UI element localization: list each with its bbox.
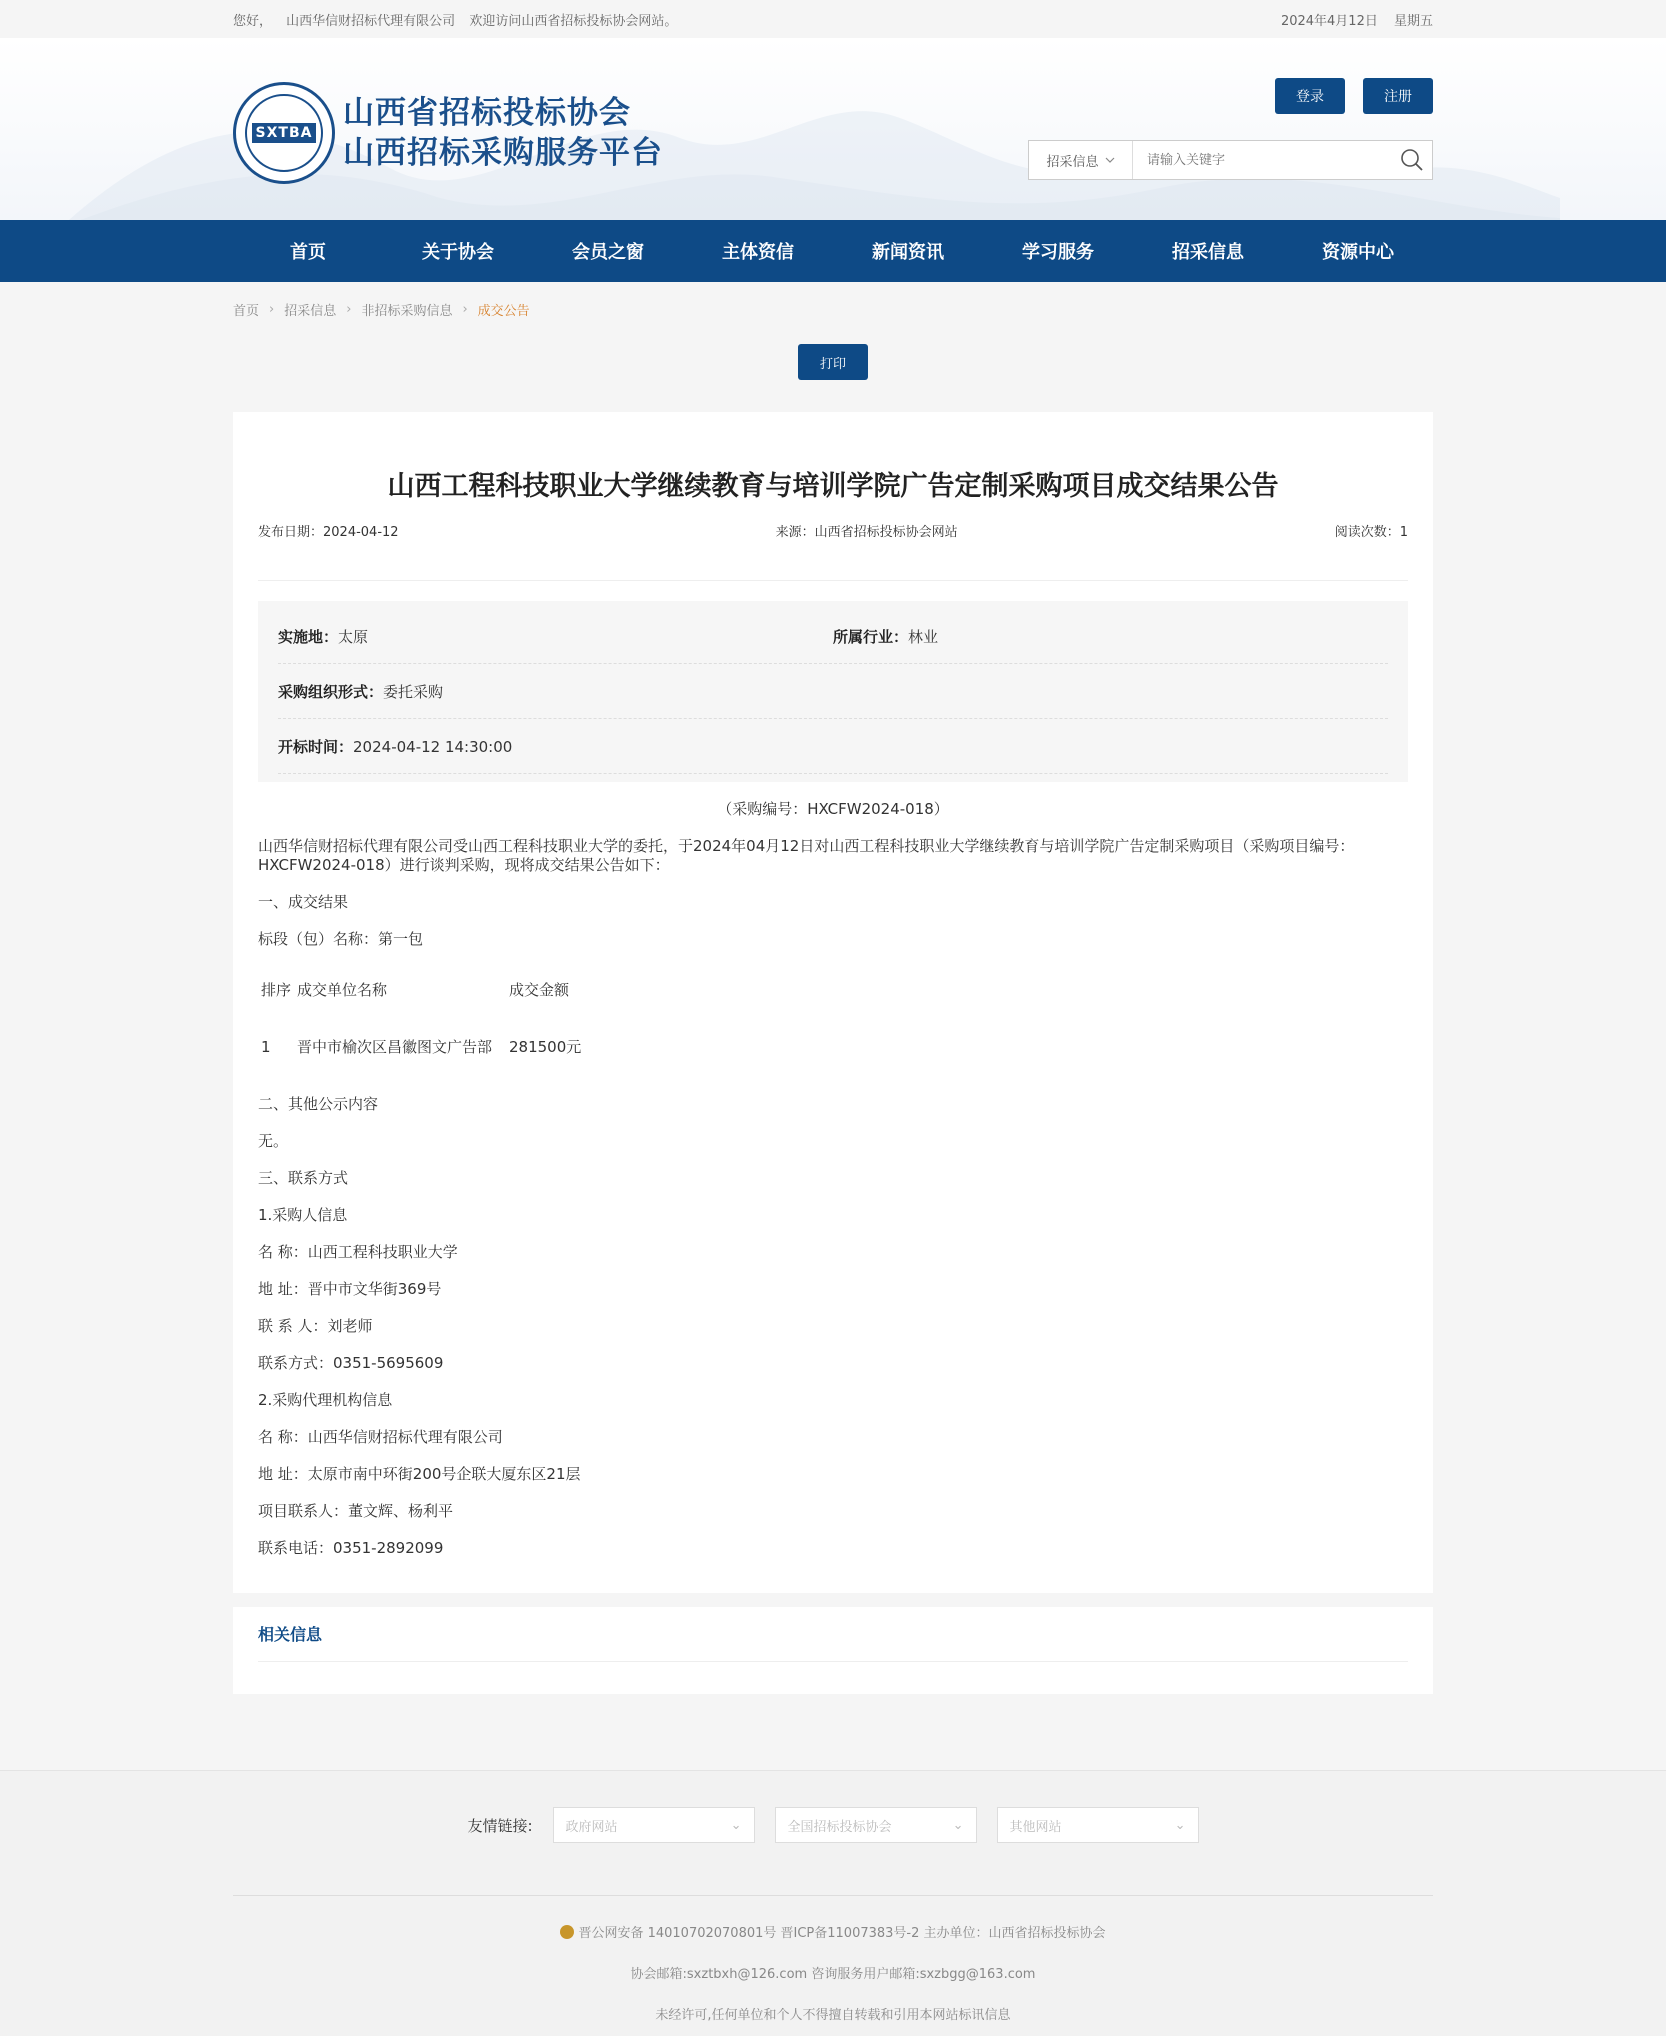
site-logo[interactable]	[233, 82, 663, 184]
publish-date	[258, 521, 399, 540]
place-field	[278, 626, 833, 647]
nav-item-news[interactable]: 新闻资讯	[872, 242, 944, 263]
friend-links-label: 友情链接:	[467, 1816, 533, 1835]
procurement-code: （采购编号：HXCFW2024-018）	[717, 800, 949, 818]
chevron-down-icon: ⌄	[952, 1817, 964, 1833]
association-seal-icon	[233, 82, 335, 184]
print-button[interactable]: 打印	[798, 344, 868, 380]
chevron-right-icon: ›	[346, 301, 352, 317]
related-info	[233, 1607, 1433, 1694]
breadcrumb	[233, 282, 1433, 336]
section-2-heading: 二、其他公示内容	[258, 1095, 379, 1113]
select-national-associations[interactable]	[775, 1807, 977, 1843]
login-button[interactable]: 登录	[1275, 78, 1345, 114]
agent-name: 名 称：山西华信财招标代理有限公司	[258, 1428, 503, 1446]
greeting: 您好，	[233, 13, 273, 29]
open-time-label: 开标时间：	[278, 737, 354, 756]
industry-field	[833, 626, 1388, 647]
top-bar	[0, 0, 1666, 38]
footer-email-line: 协会邮箱:sxztbxh@126.com 咨询服务用户邮箱:sxzbgg@163.com	[630, 1967, 1036, 1982]
section-1-heading: 一、成交结果	[258, 893, 349, 911]
view-count	[1335, 521, 1408, 540]
nav-item-about[interactable]: 关于协会	[422, 242, 494, 263]
main-nav	[0, 220, 1666, 282]
table-cell-rank: 1	[261, 1038, 271, 1056]
chevron-down-icon: ⌄	[730, 1817, 742, 1833]
welcome-text	[233, 10, 687, 29]
header-actions	[1028, 78, 1433, 180]
chevron-right-icon: ›	[269, 301, 275, 317]
agent-title: 2.采购代理机构信息	[258, 1391, 393, 1409]
table-header-rank: 排序	[261, 981, 292, 999]
friend-links	[0, 1807, 1666, 1843]
buyer-phone: 联系方式：0351-5695609	[258, 1354, 444, 1372]
weekday-text: 星期五	[1393, 13, 1433, 29]
org-form-label: 采购组织形式：	[278, 682, 384, 701]
footer-record-text: 晋公网安备 14010702070801号 晋ICP备11007383号-2 主办单位：山西省招标投标协会	[578, 1926, 1106, 1941]
welcome-message: 欢迎访问山西省招标投标协会网站。	[469, 13, 678, 29]
search-bar	[1028, 140, 1433, 180]
buyer-title: 1.采购人信息	[258, 1206, 348, 1224]
chevron-down-icon: ⌄	[1174, 1817, 1186, 1833]
search-icon[interactable]	[1392, 148, 1432, 172]
buyer-contact: 联 系 人：刘老师	[258, 1317, 373, 1335]
table-cell-amount: 281500元	[509, 1038, 582, 1056]
open-time-field	[278, 736, 948, 757]
section-3-heading: 三、联系方式	[258, 1169, 349, 1187]
chevron-right-icon: ›	[462, 301, 468, 317]
place-value: 太原	[338, 627, 369, 646]
related-info-title: 相关信息	[258, 1622, 1408, 1662]
section-2-body: 无。	[258, 1132, 289, 1150]
table-cell-winner: 晋中市榆次区昌徽图文广告部	[297, 1038, 493, 1056]
project-info-box	[258, 601, 1408, 782]
logo-line-1: 山西省招标投标协会	[343, 95, 631, 131]
views-value: 1	[1399, 525, 1408, 540]
search-category-label: 招采信息	[1046, 154, 1099, 170]
article-body	[258, 800, 1408, 1558]
source-label: 来源：	[775, 525, 815, 540]
org-form-field	[278, 681, 948, 702]
footer-divider	[233, 1895, 1433, 1896]
select-label: 全国招标投标协会	[787, 1819, 892, 1835]
nav-item-resources[interactable]: 资源中心	[1322, 242, 1394, 263]
buyer-name: 名 称：山西工程科技职业大学	[258, 1243, 458, 1261]
footer-record-line	[0, 1922, 1666, 1941]
search-input[interactable]	[1133, 141, 1392, 179]
chevron-down-icon	[1105, 157, 1115, 163]
publish-date-label: 发布日期：	[258, 525, 324, 540]
intro-paragraph: 山西华信财招标代理有限公司受山西工程科技职业大学的委托，于2024年04月12日对山西工程科技职业大学继续教育与培训学院广告定制采购项目（采购项目编号：HXCFW2024-018）进行谈判采购，现将成交结果公告如下：	[258, 837, 1355, 874]
site-footer	[0, 1770, 1666, 2036]
table-header-winner: 成交单位名称	[297, 981, 388, 999]
breadcrumb-non-tender[interactable]: 非招标采购信息	[361, 303, 453, 319]
views-label: 阅读次数：	[1334, 525, 1400, 540]
select-label: 其他网站	[1009, 1819, 1062, 1835]
result-table	[261, 981, 1408, 1057]
breadcrumb-procurement[interactable]: 招采信息	[284, 303, 337, 319]
lot-name: 标段（包）名称：第一包	[258, 930, 424, 948]
nav-item-members[interactable]: 会员之窗	[572, 242, 644, 263]
breadcrumb-home[interactable]: 首页	[233, 303, 260, 319]
article-title: 山西工程科技职业大学继续教育与培训学院广告定制采购项目成交结果公告	[387, 471, 1279, 502]
police-badge-icon	[560, 1925, 574, 1939]
footer-copyright-line: 未经许可,任何单位和个人不得擅自转载和引用本网站标讯信息	[655, 2008, 1011, 2023]
place-label: 实施地：	[278, 627, 339, 646]
select-label: 政府网站	[565, 1819, 618, 1835]
logo-line-2: 山西招标采购服务平台	[343, 135, 663, 171]
current-date	[1269, 10, 1433, 29]
buyer-address: 地 址：晋中市文华街369号	[258, 1280, 442, 1298]
select-other-sites[interactable]	[997, 1807, 1199, 1843]
article	[233, 412, 1433, 1593]
publish-date-value: 2024-04-12	[323, 525, 399, 540]
nav-item-home[interactable]: 首页	[290, 242, 326, 263]
select-government-sites[interactable]	[553, 1807, 755, 1843]
article-source	[776, 521, 958, 540]
register-button[interactable]: 注册	[1363, 78, 1433, 114]
open-time-value: 2024-04-12 14:30:00	[353, 737, 513, 756]
nav-item-procurement[interactable]: 招采信息	[1172, 242, 1244, 263]
logo-text	[343, 93, 663, 173]
industry-label: 所属行业：	[833, 627, 909, 646]
search-category-select[interactable]	[1029, 141, 1133, 179]
breadcrumb-current: 成交公告	[477, 303, 530, 319]
nav-item-learning[interactable]: 学习服务	[1022, 242, 1094, 263]
logo-abbr: SXTBA	[252, 123, 317, 143]
date-text: 2024年4月12日	[1280, 13, 1378, 29]
agent-contact: 项目联系人：董文辉、杨利平	[258, 1502, 454, 1520]
nav-item-credit[interactable]: 主体资信	[722, 242, 794, 263]
site-header	[0, 38, 1666, 220]
source-value: 山西省招标投标协会网站	[814, 525, 958, 540]
agent-phone: 联系电话：0351-2892099	[258, 1539, 444, 1557]
agent-address: 地 址：太原市南中环街200号企联大厦东区21层	[258, 1465, 581, 1483]
table-header-amount: 成交金额	[509, 981, 570, 999]
org-form-value: 委托采购	[383, 682, 444, 701]
industry-value: 林业	[908, 627, 939, 646]
article-meta	[258, 521, 1408, 581]
user-company: 山西华信财招标代理有限公司	[286, 13, 456, 29]
